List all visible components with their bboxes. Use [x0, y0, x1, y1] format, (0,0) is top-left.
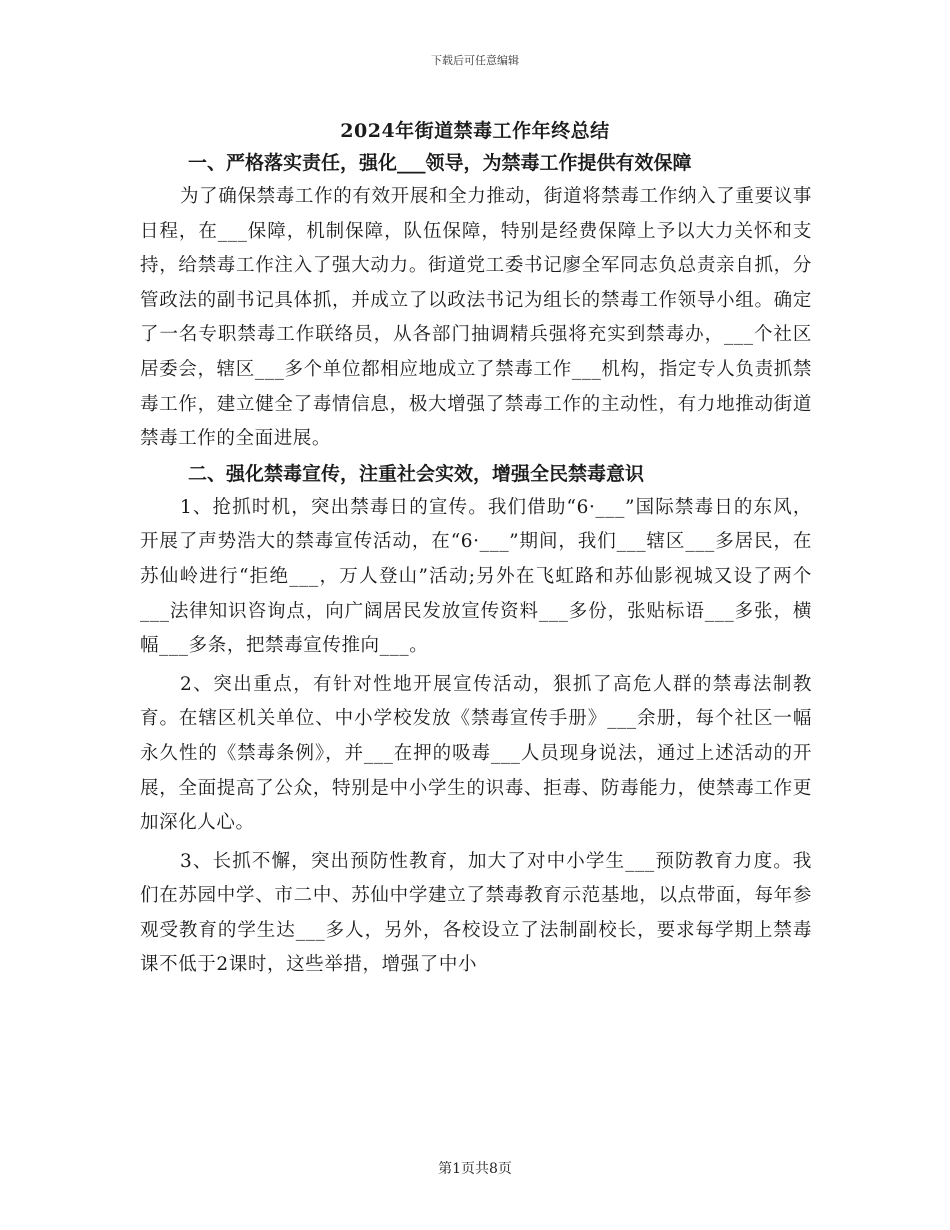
section-heading-2: 二、强化禁毒宣传，注重社会实效，增强全民禁毒意识	[188, 462, 645, 485]
section-heading-1: 一、严格落实责任，强化___领导，为禁毒工作提供有效保障	[188, 152, 692, 174]
document-body	[140, 146, 812, 983]
section-2-paragraph-1: 1、抢抓时机，突出禁毒日的宣传。我们借助“6·___”国际禁毒日的东风，开展了声势浩大的禁毒宣传活动，在“6·___”期间，我们___辖区___多居民，在苏仙岭进行“拒绝___，万人登山”活动;另外在飞虹路和苏仙影视城又设了两个___法律知识咨询点，向广阔居民发放宣传资料___多份，张贴标语___多张，横幅___多条，把禁毒宣传推向___。	[140, 496, 812, 657]
section-1-paragraph-1: 为了确保禁毒工作的有效开展和全力推动，街道将禁毒工作纳入了重要议事日程，在___保障，机制保障，队伍保障，特别是经费保障上予以大力关怀和支持，给禁毒工作注入了强大动力。街道党工委书记廖全军同志负总责亲自抓，分管政法的副书记具体抓，并成立了以政法书记为组长的禁毒工作领导小组。确定了一名专职禁毒工作联络员，从各部门抽调精兵强将充实到禁毒办，___个社区居委会，辖区___多个单位都相应地成立了禁毒工作___机构，指定专人负责抓禁毒工作，建立健全了毒情信息，极大增强了禁毒工作的主动性，有力地推动街道禁毒工作的全面进展。	[140, 186, 812, 450]
section-2-paragraph-2: 2、突出重点，有针对性地开展宣传活动，狠抓了高危人群的禁毒法制教育。在辖区机关单位、中小学校发放《禁毒宣传手册》___余册，每个社区一幅永久性的《禁毒条例》，并___在押的吸毒___人员现身说法，通过上述活动的开展，全面提高了公众，特别是中小学生的识毒、拒毒、防毒能力，使禁毒工作更加深化人心。	[140, 673, 812, 834]
page-number-footer: 第1页共8页	[438, 1161, 512, 1177]
document-title: 2024年街道禁毒工作年终总结	[340, 120, 610, 142]
page-header-note: 下载后可任意编辑	[431, 54, 519, 67]
section-2-paragraph-3: 3、长抓不懈，突出预防性教育，加大了对中小学生___预防教育力度。我们在苏园中学、市二中、苏仙中学建立了禁毒教育示范基地，以点带面，每年参观受教育的学生达___多人，另外，各校设立了法制副校长，要求每学期上禁毒课不低于2课时，这些举措，增强了中小	[140, 850, 812, 976]
